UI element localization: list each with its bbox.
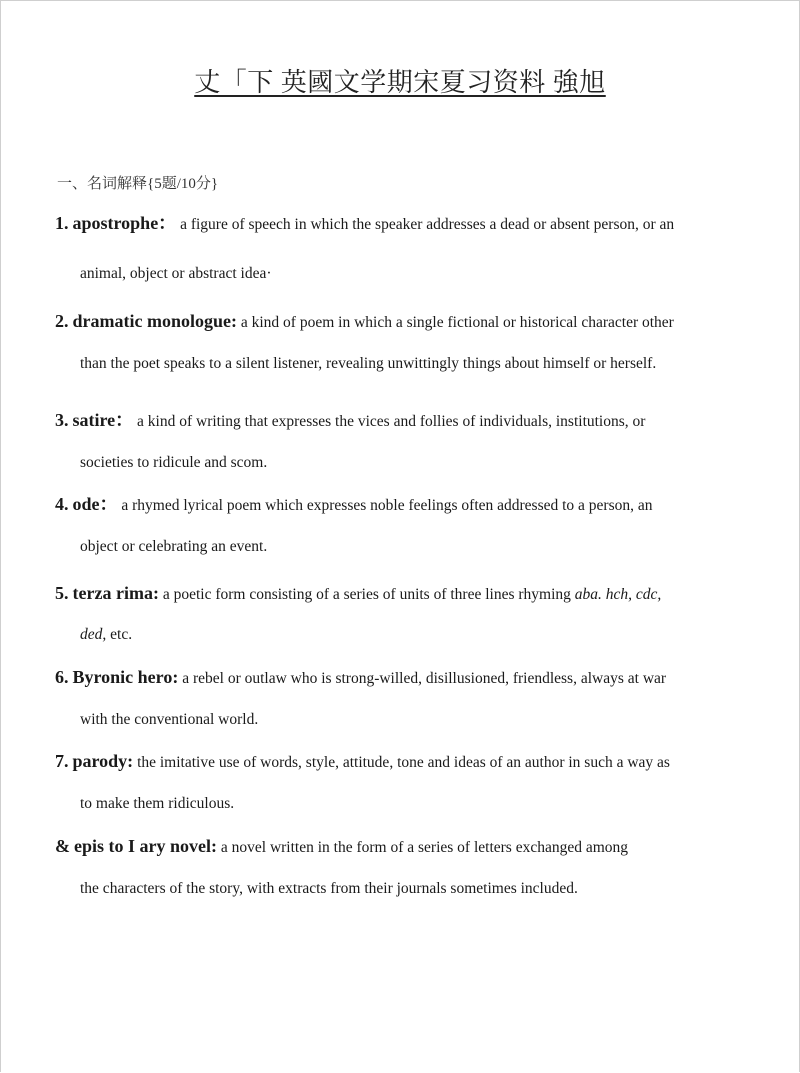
entry-term: apostrophe： bbox=[72, 213, 177, 233]
entry-definition: a figure of speech in which the speaker addresses a dead or absent person, or an bbox=[176, 216, 675, 233]
entry-number: 3. bbox=[55, 410, 69, 430]
entry-definition-cont: with the conventional world. bbox=[80, 711, 259, 728]
entry-definition-cont bbox=[80, 627, 132, 643]
section-heading: 一、名词解释{5题/10分} bbox=[57, 176, 219, 192]
entry-definition-italic: aba. hch, cdc, bbox=[574, 586, 662, 603]
entry-number: & bbox=[55, 836, 70, 856]
entry-definition-cont: animal, object or abstract idea· bbox=[80, 265, 272, 282]
entry-definition-cont: the characters of the story, with extracts from their journals sometimes included. bbox=[80, 880, 578, 897]
entry-term: dramatic monologue: bbox=[72, 311, 237, 331]
entry-definition: a kind of writing that expresses the vices and follies of individuals, institutions, or bbox=[133, 413, 646, 430]
entry-definition: a rhymed lyrical poem which expresses noble feelings often addressed to a person, an bbox=[117, 497, 653, 514]
entry-definition-text: etc. bbox=[106, 626, 133, 643]
entry-definition-cont: societies to ridicule and scom. bbox=[80, 454, 268, 471]
entry-term: parody: bbox=[72, 751, 134, 771]
document-title: 丈「下 英國文学期宋夏习资料 強旭 bbox=[194, 68, 606, 97]
entry-definition-italic: ded, bbox=[80, 626, 107, 643]
entry-definition: a poetic form consisting of a series of units of three lines rhyming bbox=[158, 586, 575, 603]
entry-definition-cont: object or celebrating an event. bbox=[80, 538, 268, 555]
entry-definition: a kind of poem in which a single fictional or historical character other bbox=[236, 314, 674, 331]
entry-definition: a novel written in the form of a series of letters exchanged among bbox=[217, 839, 629, 856]
entry-number: 2. bbox=[55, 311, 69, 331]
entry-number: 6. bbox=[55, 667, 69, 687]
entry-number: 5. bbox=[55, 583, 69, 603]
document-title-wrap bbox=[0, 62, 800, 99]
entry-term: Byronic hero: bbox=[72, 667, 179, 687]
entry-definition-cont: than the poet speaks to a silent listener, revealing unwittingly things about himself or herself. bbox=[80, 355, 657, 372]
entry-number: 1. bbox=[55, 213, 69, 233]
entry-number: 7. bbox=[55, 751, 69, 771]
entry-term: satire： bbox=[72, 410, 134, 430]
entry-definition-cont: to make them ridiculous. bbox=[80, 795, 235, 812]
entry-term: ode： bbox=[72, 494, 118, 514]
entry-definition: the imitative use of words, style, attitude, tone and ideas of an author in such a way as bbox=[133, 754, 670, 771]
entry-number: 4. bbox=[55, 494, 69, 514]
entry-term: terza rima: bbox=[72, 583, 159, 603]
entry-term: epis to I ary novel: bbox=[74, 836, 217, 856]
entry-definition: a rebel or outlaw who is strong-willed, disillusioned, friendless, always at war bbox=[178, 670, 667, 687]
